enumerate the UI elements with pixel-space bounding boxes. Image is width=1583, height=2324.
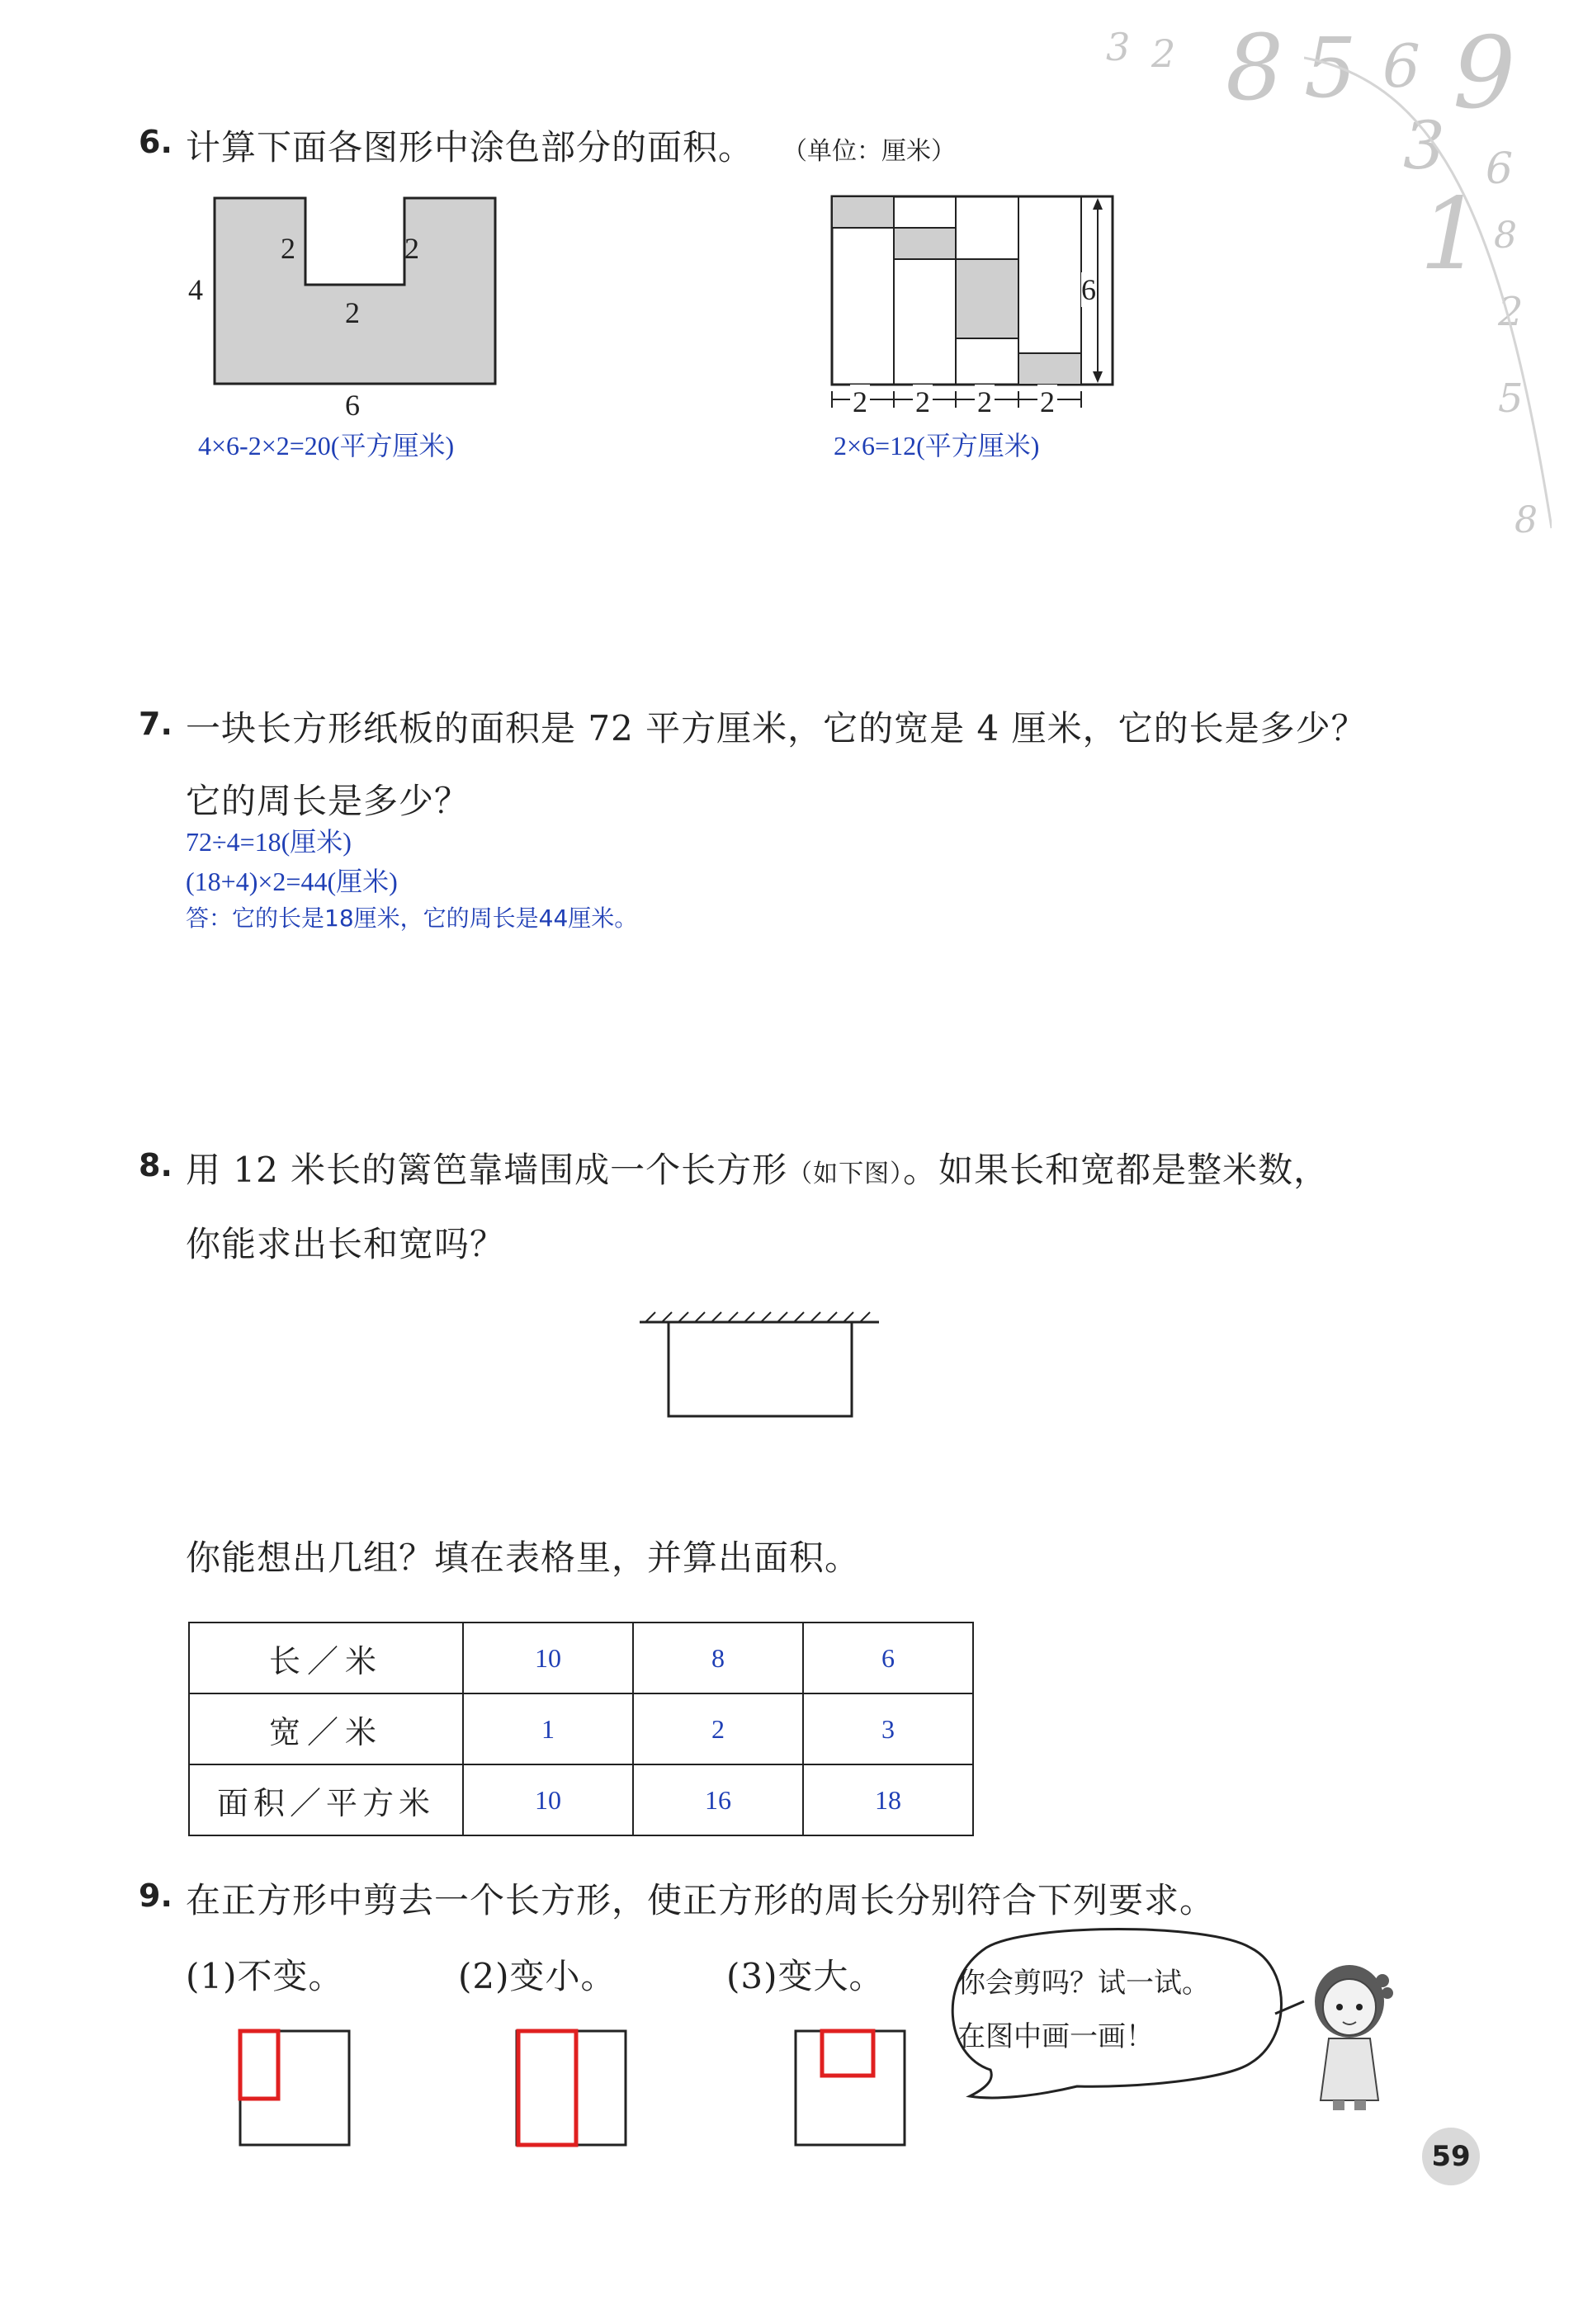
table-cell: 16 — [633, 1764, 803, 1835]
page-number: 59 — [1422, 2128, 1480, 2185]
fig2-label-right: 6 — [1081, 273, 1096, 306]
row-header: 面积／平方米 — [189, 1764, 463, 1835]
bubble-line-2: 在图中画一画！ — [957, 2020, 1154, 2053]
fig2-dim: 2 — [850, 385, 870, 419]
option-3: (3)变大。 — [726, 1956, 885, 1996]
question-number: 8. — [139, 1147, 172, 1183]
answer-7-line: 72÷4=18(厘米) — [186, 827, 352, 857]
square-3 — [791, 2026, 910, 2150]
table-cell: 18 — [803, 1764, 973, 1835]
deco-digit: 3 — [1106, 25, 1131, 69]
girl-illustration — [1300, 1956, 1399, 2113]
table-cell: 8 — [633, 1623, 803, 1693]
deco-digit: 5 — [1498, 376, 1524, 422]
answer-6-2: 2×6=12(平方厘米) — [834, 431, 1040, 461]
deco-digit: 8 — [1226, 15, 1283, 120]
fig2-dim: 2 — [975, 385, 995, 419]
answer-table — [188, 1622, 974, 1836]
table-cell: 3 — [803, 1693, 973, 1764]
answer-7-line: 答：它的长是18厘米，它的周长是44厘米。 — [186, 905, 638, 932]
fig2-dim: 2 — [1037, 385, 1057, 419]
table-prompt: 你能想出几组？填在表格里，并算出面积。 — [186, 1538, 861, 1578]
figure-u-shape — [210, 194, 503, 392]
table-cell: 2 — [633, 1693, 803, 1764]
table-cell: 6 — [803, 1623, 973, 1693]
deco-curve — [1304, 50, 1552, 545]
fig1-label-top-left: 2 — [281, 232, 295, 265]
question-number: 9. — [139, 1878, 172, 1914]
unit-note: （单位：厘米） — [782, 137, 956, 166]
row-header: 长／米 — [189, 1623, 463, 1693]
fig1-label-bottom: 6 — [345, 389, 360, 422]
question-number: 7. — [139, 706, 172, 742]
deco-digit: 3 — [1403, 107, 1445, 184]
bubble-line-1: 你会剪吗？试一试。 — [957, 1967, 1210, 2000]
deco-digit: 6 — [1486, 144, 1514, 194]
fig2-dim: 2 — [913, 385, 933, 419]
question-text-line1: 一块长方形纸板的面积是 72 平方厘米，它的宽是 4 厘米，它的长是多少？ — [186, 708, 1367, 749]
square-1 — [235, 2026, 355, 2150]
table-cell: 10 — [463, 1764, 633, 1835]
option-1: (1)不变。 — [186, 1956, 344, 1996]
question-number: 6. — [139, 124, 172, 160]
answer-7-line: (18+4)×2=44(厘米) — [186, 867, 398, 896]
deco-digit: 6 — [1382, 31, 1420, 101]
deco-digit: 8 — [1494, 215, 1517, 257]
question-text: 计算下面各图形中涂色部分的面积。 — [186, 127, 754, 168]
fig1-label-top-right: 2 — [404, 232, 419, 265]
question-text: 在正方形中剪去一个长方形，使正方形的周长分别符合下列要求。 — [186, 1880, 1216, 1920]
question-text-note: （如下图） — [787, 1160, 904, 1188]
answer-6-1: 4×6-2×2=20(平方厘米) — [198, 431, 455, 461]
table-row — [189, 1764, 973, 1835]
question-text-part: 用 12 米长的篱笆靠墙围成一个长方形 — [186, 1150, 788, 1190]
table-row — [189, 1693, 973, 1764]
fig1-label-middle: 2 — [345, 296, 360, 329]
table-cell: 1 — [463, 1693, 633, 1764]
table-cell: 10 — [463, 1623, 633, 1693]
square-2 — [512, 2026, 631, 2150]
question-text-part: 。如果长和宽都是整米数， — [903, 1150, 1330, 1190]
fig1-label-left: 4 — [188, 273, 203, 306]
deco-digit: 2 — [1151, 31, 1176, 76]
deco-digit: 1 — [1420, 177, 1483, 292]
deco-digit: 8 — [1514, 499, 1538, 541]
question-text-line2: 你能求出长和宽吗？ — [186, 1224, 506, 1264]
question-text-line1 — [186, 1143, 1329, 1193]
question-text-line2: 它的周长是多少？ — [186, 781, 470, 821]
row-header: 宽／米 — [189, 1693, 463, 1764]
deco-digit: 2 — [1498, 289, 1524, 335]
deco-digit: 9 — [1453, 17, 1516, 131]
fence-diagram — [636, 1311, 883, 1426]
table-row — [189, 1623, 973, 1693]
deco-digit: 5 — [1304, 20, 1357, 116]
option-2: (2)变小。 — [458, 1956, 617, 1996]
